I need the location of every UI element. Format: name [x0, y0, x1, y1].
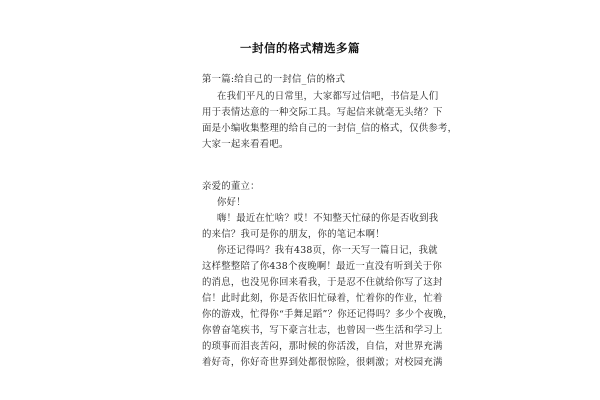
letter-line: 的消息，也没见你回来看我，于是忍不住就给你写了这封 — [202, 277, 443, 288]
letter-line: 你的游戏，忙得你“手舞足蹈”？你还记得吗？多少个夜晚， — [202, 309, 453, 320]
letter-line: 着好奇，你好奇世界到处都很惊险，很刺激；对校园充满 — [202, 357, 443, 368]
letter-line: 的琐事而泪丧苦闷，那时候的你活泼，自信，对世界充满 — [202, 341, 443, 352]
intro-line: 大家一起来看看吧。 — [202, 139, 289, 150]
document-title: 一封信的格式精选多篇 — [240, 41, 360, 55]
letter-line: 你还记得吗？我有438页，你一天写一篇日记，我就 — [217, 245, 438, 256]
letter-line: 这样整整陪了你438个夜晚啊！最近一直没有听到关于你 — [202, 261, 443, 272]
intro-line: 在我们平凡的日常里，大家都写过信吧，书信是人们 — [217, 91, 439, 102]
intro-line: 面是小编收集整理的给自己的一封信_信的格式，仅供参考， — [202, 123, 458, 134]
letter-line: 信！此时此刻，你是否依旧忙碌着，忙着你的作业，忙着 — [202, 293, 443, 304]
letter-line: 你曾奋笔疾书，写下豪言壮志，也曾因一些生活和学习上 — [202, 325, 443, 336]
letter-greeting: 你好！ — [217, 197, 246, 208]
section-heading: 第一篇:给自己的一封信_信的格式 — [202, 74, 346, 85]
intro-line: 用于表情达意的一种交际工具。写起信来就毫无头绪？下 — [202, 107, 443, 118]
letter-salutation: 亲爱的董立： — [202, 181, 260, 192]
letter-line: 的来信？我可是你的朋友，你的笔记本啊！ — [202, 229, 385, 240]
letter-line: 嗨！最近在忙啥？哎！不知整天忙碌的你是否收到我 — [217, 213, 439, 224]
